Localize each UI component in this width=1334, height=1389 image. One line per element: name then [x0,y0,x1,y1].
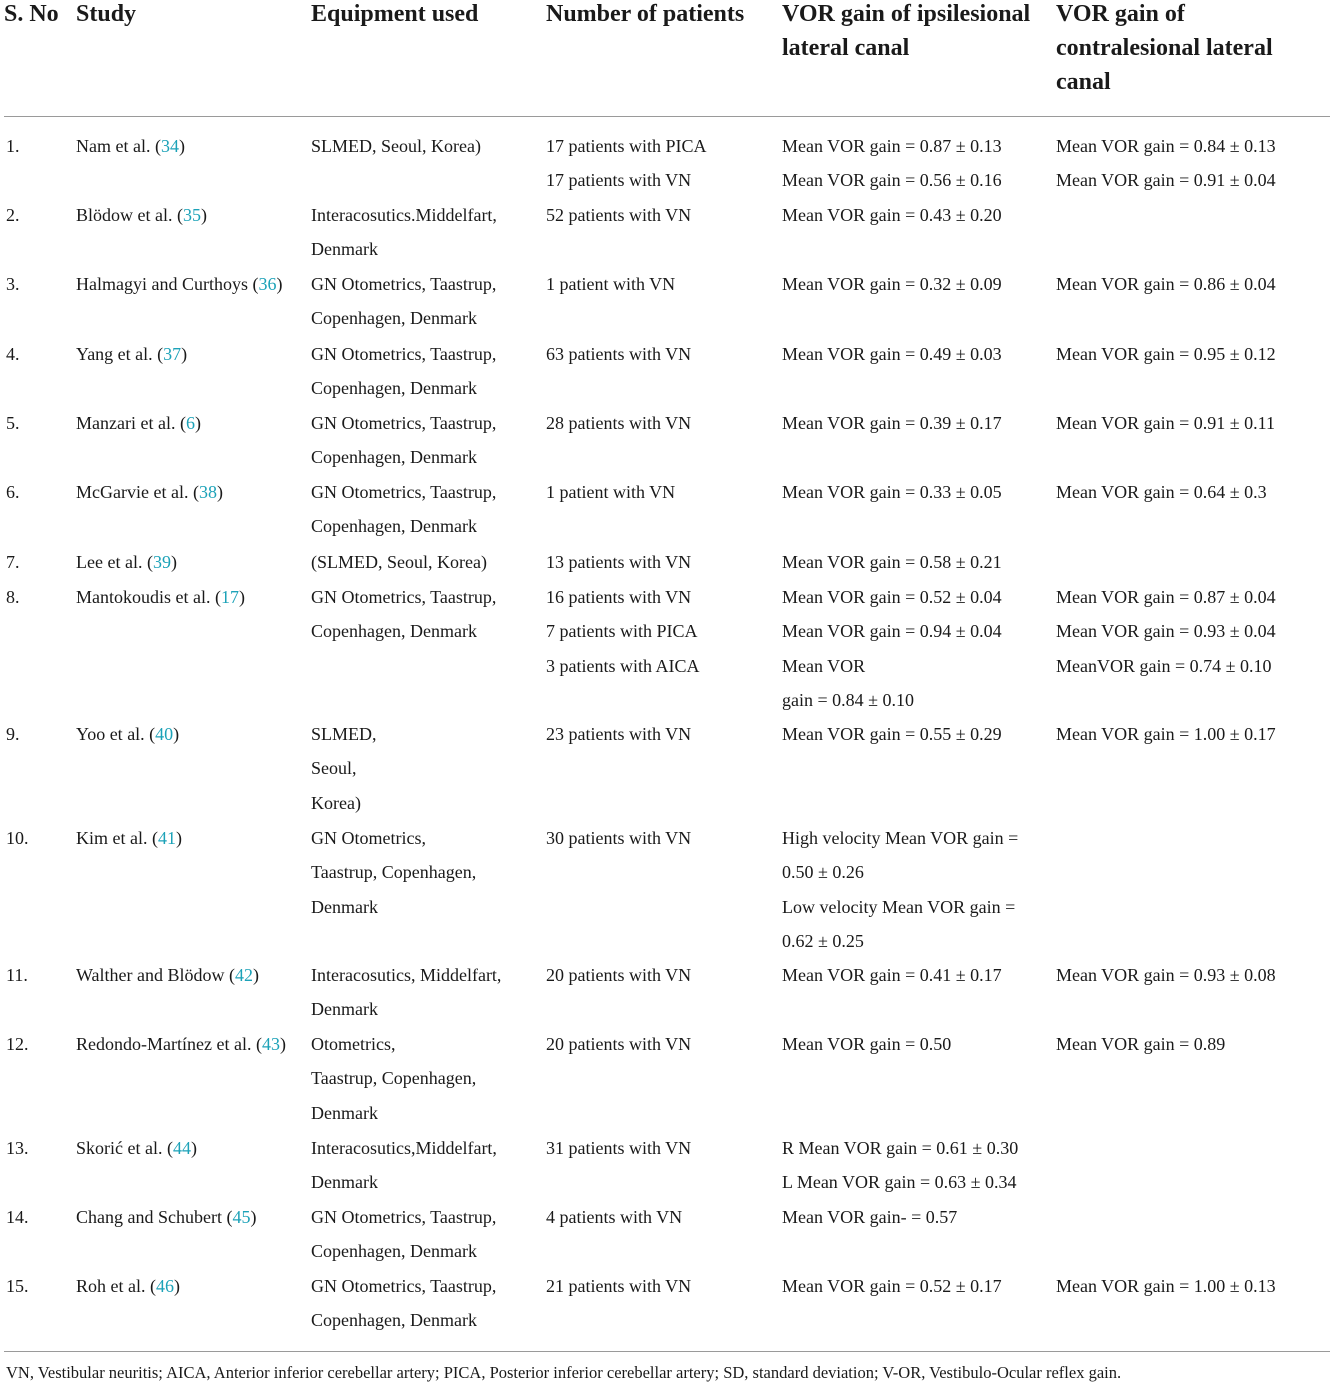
reference-link[interactable]: 45 [232,1207,251,1227]
patients-cell [546,1200,682,1234]
ipsi-cell [782,580,1002,718]
equipment-line: GN Otometrics, [311,828,426,848]
reference-link[interactable]: 6 [185,413,195,433]
ipsi-cell [782,958,1002,992]
header-study: Study [76,1,137,27]
study-close-paren: ) [194,413,201,433]
patients-cell [546,1269,691,1303]
row-number: 4. [6,344,20,364]
ipsi-cell [782,717,1002,751]
patients-line: 16 patients with VN [546,587,692,607]
ipsi-cell [782,1131,1018,1200]
row-number: 13. [6,1138,29,1158]
contra-cell [1056,1269,1276,1303]
reference-link[interactable]: 35 [182,205,201,225]
study-name: Yang et al. ( [76,344,164,364]
study-cell [76,545,177,579]
equipment-line: Denmark [311,896,378,917]
ipsilesional-gain-line: 0.50 ± 0.26 [782,862,864,883]
ipsi-cell [782,1027,951,1061]
patients-line: 28 patients with VN [546,413,692,433]
contralesional-gain-line: MeanVOR gain = 0.74 ± 0.10 [1056,655,1272,676]
equipment-line: Interacosutics,Middelfart, [311,1138,497,1158]
patients-line: 30 patients with VN [546,828,692,848]
row-number: 9. [6,724,20,744]
reference-link[interactable]: 37 [163,344,182,364]
contralesional-gain-line: Mean VOR gain = 1.00 ± 0.13 [1056,1276,1276,1296]
equipment-line: (SLMED, Seoul, Korea) [311,552,487,572]
study-name: Redondo-Martínez et al. ( [76,1034,262,1054]
contra-cell [1056,580,1276,683]
study-close-paren: ) [173,724,180,744]
study-name: Lee et al. ( [76,552,153,572]
equipment-line: GN Otometrics, Taastrup, [311,587,497,607]
header-patients: Number of patients [546,1,745,27]
patients-line: 20 patients with VN [546,1034,692,1054]
row-number: 7. [6,552,20,572]
row-number: 12. [6,1034,29,1054]
patients-line: 17 patients with VN [546,170,692,191]
study-cell [76,129,185,163]
contra-cell [1056,267,1276,301]
ipsilesional-gain-line: Mean VOR gain = 0.41 ± 0.17 [782,965,1002,985]
equipment-cell [311,129,481,163]
equipment-line: Interacosutics, Middelfart, [311,965,502,985]
reference-link[interactable]: 41 [157,828,176,848]
ipsilesional-gain-line: Mean VOR gain = 0.87 ± 0.13 [782,136,1002,156]
ipsilesional-gain-line: Low velocity Mean VOR gain = [782,896,1016,917]
ipsi-cell [782,545,1002,579]
header-divider [4,116,1330,117]
study-cell [76,958,259,992]
patients-line: 23 patients with VN [546,724,692,744]
ipsilesional-gain-line: Mean VOR gain = 0.43 ± 0.20 [782,205,1002,225]
ipsilesional-gain-line: Mean VOR gain = 0.52 ± 0.04 [782,587,1002,607]
equipment-line: Copenhagen, Denmark [311,1310,477,1331]
ipsi-cell [782,267,1002,301]
study-name: Walther and Blödow ( [76,965,236,985]
study-close-paren: ) [238,587,245,607]
study-close-paren: ) [190,1138,197,1158]
ipsilesional-gain-line: Mean VOR gain = 0.33 ± 0.05 [782,482,1002,502]
equipment-cell [311,475,496,544]
reference-link[interactable]: 36 [258,274,277,294]
study-cell [76,337,187,371]
header-ipsi-line: VOR gain of ipsilesional [782,1,1031,27]
study-close-paren: ) [178,136,185,156]
patients-line: 7 patients with PICA [546,621,698,642]
equipment-cell [311,1269,496,1338]
study-cell [76,717,179,751]
header-contra-line: contralesional lateral [1056,35,1273,61]
equipment-line: Denmark [311,999,378,1020]
patients-cell [546,821,691,855]
table-footnote: VN, Vestibular neuritis; AICA, Anterior inferior cerebellar artery; PICA, Posterior inferior cerebellar artery; SD, standard deviation; V-OR, Vestibulo-Ocular reflex gain. [6,1363,1122,1382]
ipsilesional-gain-line: Mean VOR gain = 0.50 [782,1034,952,1054]
ipsilesional-gain-line: Mean VOR gain = 0.49 ± 0.03 [782,344,1002,364]
equipment-line: Otometrics, [311,1034,396,1054]
study-cell [76,580,245,614]
equipment-line: Copenhagen, Denmark [311,378,477,399]
equipment-line: SLMED, Seoul, Korea) [311,136,481,156]
patients-cell [546,406,691,440]
reference-link[interactable]: 38 [198,482,217,502]
contra-cell [1056,129,1276,198]
row-number: 3. [6,274,20,294]
ipsilesional-gain-line: Mean VOR gain = 0.55 ± 0.29 [782,724,1002,744]
study-name: McGarvie et al. ( [76,482,199,502]
study-close-paren: ) [173,1276,180,1296]
header-contralesional [1056,0,1273,99]
row-number: 5. [6,413,20,433]
study-name: Chang and Schubert ( [76,1207,233,1227]
header-ipsi-line: lateral canal [782,35,910,61]
contralesional-gain-line: Mean VOR gain = 1.00 ± 0.17 [1056,724,1276,744]
reference-link[interactable]: 42 [235,965,254,985]
equipment-line: Seoul, [311,758,357,779]
study-close-paren: ) [276,274,283,294]
row-number: 11. [6,965,28,985]
contralesional-gain-line: Mean VOR gain = 0.89 [1056,1034,1226,1054]
contralesional-gain-line: Mean VOR gain = 0.93 ± 0.04 [1056,621,1276,642]
patients-cell [546,129,707,198]
patients-line: 21 patients with VN [546,1276,692,1296]
contralesional-gain-line: Mean VOR gain = 0.95 ± 0.12 [1056,344,1276,364]
equipment-cell [311,198,497,267]
ipsilesional-gain-line: L Mean VOR gain = 0.63 ± 0.34 [782,1172,1017,1193]
study-name: Roh et al. ( [76,1276,156,1296]
study-name: Halmagyi and Curthoys ( [76,274,259,294]
patients-line: 3 patients with AICA [546,655,700,676]
equipment-line: GN Otometrics, Taastrup, [311,1276,497,1296]
equipment-line: GN Otometrics, Taastrup, [311,482,497,502]
study-close-paren: ) [216,482,223,502]
ipsi-cell [782,1269,1002,1303]
study-close-paren: ) [253,965,260,985]
equipment-line: Copenhagen, Denmark [311,621,477,642]
contra-cell [1056,958,1276,992]
row-number: 14. [6,1207,29,1227]
row-number: 15. [6,1276,29,1296]
study-cell [76,475,223,509]
study-cell [76,1131,197,1165]
header-equipment: Equipment used [311,1,479,27]
contra-cell [1056,475,1267,509]
study-name: Blödow et al. ( [76,205,183,225]
equipment-line: SLMED, [311,724,377,744]
patients-cell [546,545,691,579]
row-number: 6. [6,482,20,502]
row-number: 1. [6,136,20,156]
contralesional-gain-line: Mean VOR gain = 0.86 ± 0.04 [1056,274,1276,294]
contra-cell [1056,1027,1225,1061]
equipment-cell [311,1131,497,1200]
ipsi-cell [782,475,1002,509]
study-cell [76,267,282,301]
contralesional-gain-line: Mean VOR gain = 0.93 ± 0.08 [1056,965,1276,985]
row-number: 2. [6,205,20,225]
reference-link[interactable]: 43 [261,1034,280,1054]
contralesional-gain-line: Mean VOR gain = 0.87 ± 0.04 [1056,587,1276,607]
patients-line: 1 patient with VN [546,482,676,502]
ipsi-cell [782,129,1002,198]
reference-link[interactable]: 34 [160,136,179,156]
reference-link[interactable]: 44 [172,1138,191,1158]
patients-line: 31 patients with VN [546,1138,692,1158]
ipsilesional-gain-line: gain = 0.84 ± 0.10 [782,690,915,711]
equipment-line: Copenhagen, Denmark [311,1241,477,1262]
ipsilesional-gain-line: Mean VOR [782,655,866,676]
equipment-line: Denmark [311,1172,378,1193]
study-close-paren: ) [181,344,188,364]
contra-cell [1056,406,1275,440]
ipsilesional-gain-line: Mean VOR gain = 0.39 ± 0.17 [782,413,1002,433]
equipment-line: Taastrup, Copenhagen, [311,1068,477,1089]
equipment-line: Korea) [311,792,361,813]
equipment-line: GN Otometrics, Taastrup, [311,274,497,294]
ipsilesional-gain-line: Mean VOR gain = 0.56 ± 0.16 [782,170,1002,191]
reference-link[interactable]: 39 [152,552,171,572]
equipment-line: GN Otometrics, Taastrup, [311,344,497,364]
patients-line: 13 patients with VN [546,552,692,572]
study-name: Kim et al. ( [76,828,158,848]
patients-cell [546,580,700,683]
ipsilesional-gain-line: 0.62 ± 0.25 [782,931,864,952]
study-cell [76,1269,180,1303]
equipment-cell [311,1200,496,1269]
study-cell [76,198,207,232]
row-number: 8. [6,587,20,607]
equipment-line: Interacosutics.Middelfart, [311,205,497,225]
patients-cell [546,475,675,509]
equipment-cell [311,580,496,649]
equipment-line: Copenhagen, Denmark [311,308,477,329]
equipment-cell [311,717,377,820]
study-name: Skorić et al. ( [76,1138,173,1158]
ipsilesional-gain-line: Mean VOR gain = 0.58 ± 0.21 [782,552,1002,572]
equipment-line: Denmark [311,239,378,260]
patients-line: 20 patients with VN [546,965,692,985]
header-sno: S. No [4,1,59,27]
ipsi-cell [782,406,1002,440]
reference-link[interactable]: 46 [155,1276,174,1296]
study-close-paren: ) [170,552,177,572]
patients-cell [546,198,691,232]
ipsi-cell [782,821,1018,959]
contralesional-gain-line: Mean VOR gain = 0.84 ± 0.13 [1056,136,1276,156]
study-close-paren: ) [250,1207,257,1227]
table-header [0,0,1334,116]
contralesional-gain-line: Mean VOR gain = 0.91 ± 0.04 [1056,170,1276,191]
contralesional-gain-line: Mean VOR gain = 0.64 ± 0.3 [1056,482,1267,502]
equipment-cell [311,267,496,336]
study-name: Nam et al. ( [76,136,161,156]
equipment-line: Taastrup, Copenhagen, [311,862,477,883]
equipment-cell [311,406,496,475]
equipment-cell [311,821,476,924]
ipsilesional-gain-line: R Mean VOR gain = 0.61 ± 0.30 [782,1138,1019,1158]
header-ipsilesional [782,0,1030,65]
equipment-cell [311,958,501,1027]
study-cell [76,1200,256,1234]
study-cell [76,821,182,855]
study-cell [76,406,201,440]
ipsilesional-gain-line: Mean VOR gain = 0.52 ± 0.17 [782,1276,1002,1296]
patients-cell [546,717,691,751]
equipment-line: GN Otometrics, Taastrup, [311,413,497,433]
patients-line: 17 patients with PICA [546,136,707,156]
patients-cell [546,267,675,301]
study-cell [76,1027,286,1061]
row-number: 10. [6,828,29,848]
ipsilesional-gain-line: Mean VOR gain- = 0.57 [782,1207,958,1227]
contralesional-gain-line: Mean VOR gain = 0.91 ± 0.11 [1056,413,1276,433]
equipment-cell [311,545,487,579]
patients-cell [546,337,691,371]
contra-cell [1056,717,1276,751]
study-close-paren: ) [175,828,182,848]
header-contra-line: canal [1056,69,1111,95]
study-name: Yoo et al. ( [76,724,156,744]
footer-divider [4,1351,1330,1352]
study-name: Manzari et al. ( [76,413,186,433]
patients-cell [546,958,691,992]
patients-line: 4 patients with VN [546,1207,683,1227]
study-close-paren: ) [279,1034,286,1054]
equipment-line: Copenhagen, Denmark [311,447,477,468]
ipsi-cell [782,337,1002,371]
patients-line: 63 patients with VN [546,344,692,364]
patients-line: 1 patient with VN [546,274,676,294]
equipment-cell [311,1027,476,1130]
ipsi-cell [782,1200,957,1234]
reference-link[interactable]: 17 [220,587,239,607]
patients-line: 52 patients with VN [546,205,692,225]
equipment-line: Denmark [311,1102,378,1123]
ipsilesional-gain-line: Mean VOR gain = 0.32 ± 0.09 [782,274,1002,294]
equipment-cell [311,337,496,406]
ipsilesional-gain-line: High velocity Mean VOR gain = [782,828,1019,848]
reference-link[interactable]: 40 [155,724,174,744]
patients-cell [546,1027,691,1061]
ipsilesional-gain-line: Mean VOR gain = 0.94 ± 0.04 [782,621,1002,642]
equipment-line: GN Otometrics, Taastrup, [311,1207,497,1227]
study-close-paren: ) [200,205,207,225]
study-name: Mantokoudis et al. ( [76,587,221,607]
patients-cell [546,1131,691,1165]
contra-cell [1056,337,1276,371]
ipsi-cell [782,198,1002,232]
equipment-line: Copenhagen, Denmark [311,516,477,537]
header-contra-line: VOR gain of [1056,1,1185,27]
